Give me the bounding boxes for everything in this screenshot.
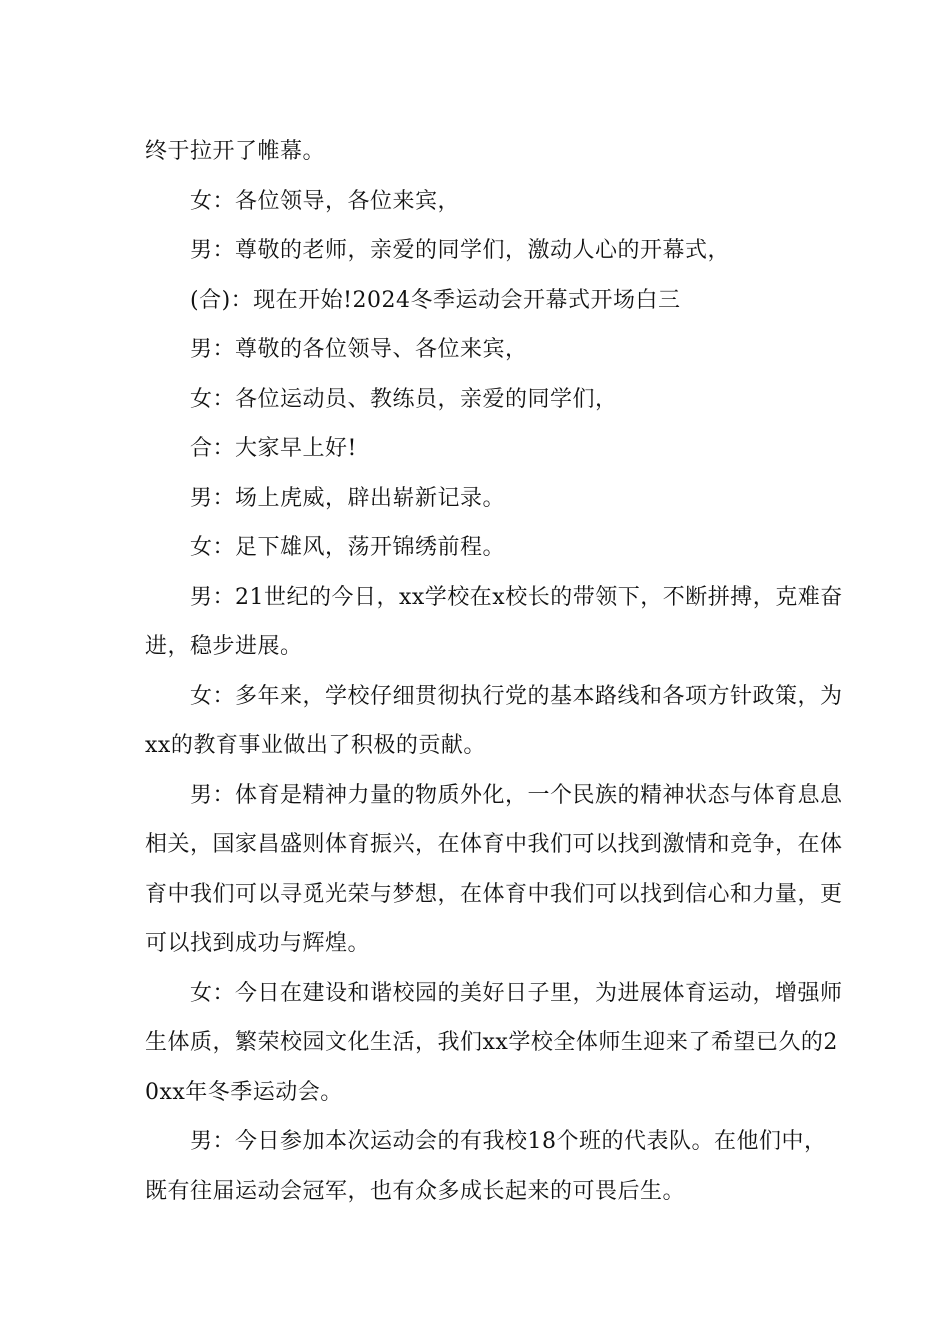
paragraph-dialogue-3: (合)：现在开始!2024冬季运动会开幕式开场白三: [190, 287, 681, 313]
paragraph-dialogue-1: 女：各位领导，各位来宾，: [190, 188, 461, 214]
paragraph-dialogue-10: 女：多年来，学校仔细贯彻执行党的基本路线和各项方针政策，为xx的教育事业做出了积极的贡献。: [145, 683, 843, 758]
paragraph-dialogue-4: 男：尊敬的各位领导、各位来宾，: [190, 337, 528, 362]
paragraph-dialogue-6: 合：大家早上好!: [190, 436, 357, 461]
paragraph-dialogue-11: 男：体育是精神力量的物质外化，一个民族的精神状态与体育息息相关，国家昌盛则体育振兴，在体育中我们可以找到激情和竞争，在体育中我们可以寻觅光荣与梦想，在体育中我们可以找到信心和力量，更可以找到成功与辉煌。: [145, 782, 843, 956]
paragraph-dialogue-9: 男：21世纪的今日，xx学校在x校长的带领下，不断拼搏，克难奋进，稳步进展。: [145, 584, 843, 659]
paragraph-dialogue-2: 男：尊敬的老师，亲爱的同学们，激动人心的开幕式，: [190, 238, 731, 263]
document-body: [145, 127, 845, 1216]
paragraph-dialogue-13: 男：今日参加本次运动会的有我校18个班的代表队。在他们中，既有往届运动会冠军，也有众多成长起来的可畏后生。: [145, 1129, 827, 1204]
paragraph-dialogue-12: 女：今日在建设和谐校园的美好日子里，为进展体育运动，增强师生体质，繁荣校园文化生活，我们xx学校全体师生迎来了希望已久的20xx年冬季运动会。: [145, 980, 843, 1105]
paragraph-dialogue-7: 男：场上虎威，辟出崭新记录。: [190, 485, 506, 511]
paragraph-dialogue-8: 女：足下雄风，荡开锦绣前程。: [190, 535, 506, 560]
paragraph-dialogue-5: 女：各位运动员、教练员，亲爱的同学们，: [190, 386, 618, 412]
paragraph-continuation: 终于拉开了帷幕。: [145, 139, 326, 164]
